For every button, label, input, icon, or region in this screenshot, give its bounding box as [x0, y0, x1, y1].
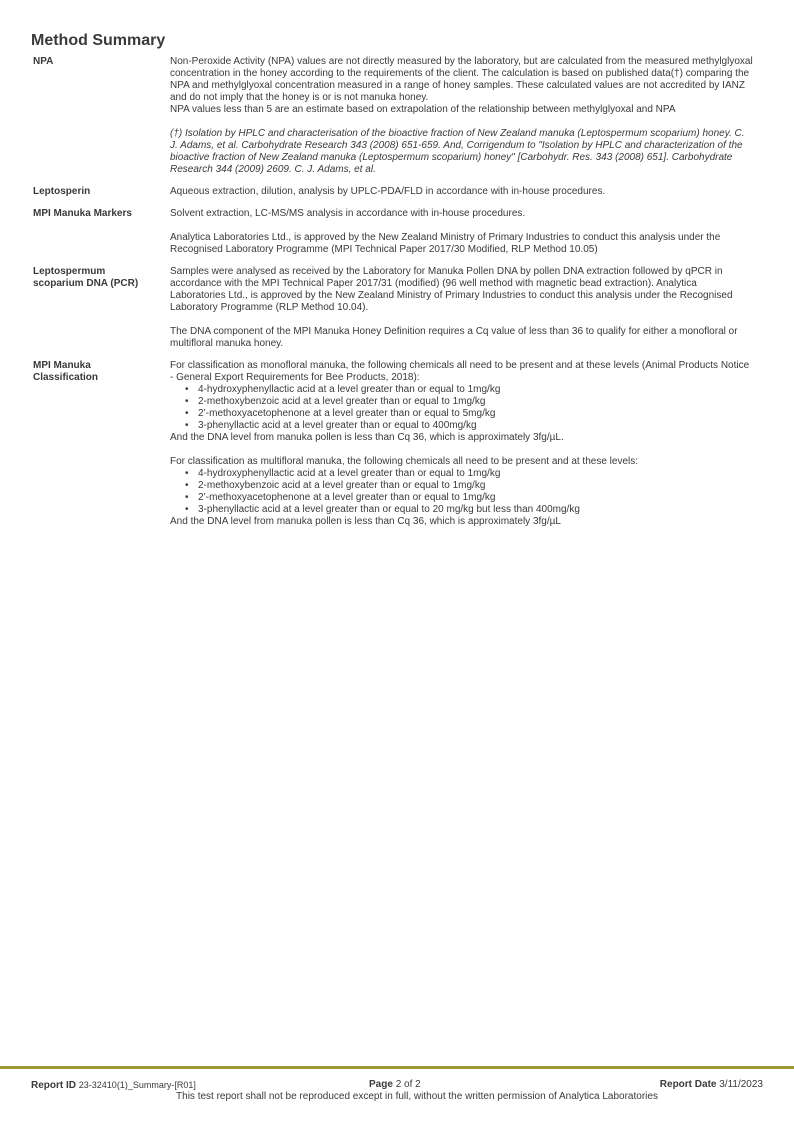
pcr-paragraph-2: The DNA component of the MPI Manuka Honey Definition requires a Cq value of less than 36 to qualify for either a monofloral or multifloral manuka honey.: [170, 326, 738, 349]
report-date-label: Report Date: [659, 1079, 717, 1090]
section-body-pcr: [170, 266, 753, 350]
mono-intro: For classification as monofloral manuka, the following chemicals all need to be present and at these levels (Animal Products Notice - General Export Requirements for Bee Products, 2018):: [170, 360, 750, 383]
mono-dna: And the DNA level from manuka pollen is less than Cq 36, which is approximately 3fg/µL.: [170, 432, 564, 443]
section-label-pcr: [33, 266, 170, 350]
report-date-value: 3/11/2023: [719, 1079, 763, 1090]
multi-intro: For classification as multifloral manuka, the following chemicals all need to be present and at these levels:: [170, 456, 639, 467]
list-item: • 4-hydroxyphenyllactic acid at a level greater than or equal to 1mg/kg: [170, 384, 753, 396]
page-number: [369, 1079, 421, 1091]
report-id-value: 23-32410(1)_Summary-[R01]: [78, 1080, 196, 1090]
classification-label-line-2: Classification: [33, 372, 99, 383]
list-item: • 2’-methoxyacetophenone at a level greater than or equal to 5mg/kg: [170, 408, 753, 420]
classification-label-line-1: MPI Manuka: [33, 360, 91, 371]
leptosperin-paragraph: Aqueous extraction, dilution, analysis by UPLC-PDA/FLD in accordance with in-house procedures.: [170, 186, 606, 197]
section-pcr: [33, 266, 753, 350]
section-body-leptosperin: [170, 186, 753, 198]
footer: [31, 1079, 763, 1103]
multi-dna: And the DNA level from manuka pollen is less than Cq 36, which is approximately 3fg/µL: [170, 516, 561, 527]
list-item: • 2’-methoxyacetophenone at a level greater than or equal to 1mg/kg: [170, 492, 753, 504]
section-classification: [33, 360, 753, 528]
section-label-npa: NPA: [33, 56, 54, 67]
pcr-label-line-1: Leptospermum: [33, 266, 106, 277]
section-leptosperin: [33, 186, 753, 198]
page-label: Page: [369, 1079, 393, 1090]
pcr-paragraph-1: Samples were analysed as received by the Laboratory for Manuka Pollen DNA by pollen DNA extraction followed by qPCR in accordance with the MPI Technical Paper 2017/31 (modified) (96 well method with magnetic bead extraction). Analytica Laboratories Ltd., is approved by the New Zealand Ministry of Primary Industries to conduct this analysis under the Recognised Laboratory Programme (RLP Method 10.04).: [170, 266, 733, 313]
list-item: • 2-methoxybenzoic acid at a level greater than or equal to 1mg/kg: [170, 480, 753, 492]
section-npa: [33, 56, 753, 176]
pcr-label-line-2: scoparium DNA (PCR): [33, 278, 139, 289]
section-label-leptosperin: Leptosperin: [33, 186, 91, 197]
report-id-label: Report ID: [31, 1080, 76, 1091]
npa-paragraph-2: NPA values less than 5 are an estimate based on extrapolation of the relationship between methylglyoxal and NPA: [170, 104, 676, 115]
npa-reference: (†) Isolation by HPLC and characterisation of the bioactive fraction of New Zealand manuka (Leptospermum scoparium) honey. C. J. Adams, et al. Carbohydrate Research 343 (2008) 651-659. And, Corrigendum to "Isolation by HPLC and characterization of the bioactive fraction of New Zealand manuka (Leptospermum scoparium) honey" [Carbohydr. Res. 343 (2008) 651]. Carbohydrate Research 344 (2009) 2609. C. J. Adams, et al.: [170, 128, 745, 175]
section-label-markers: MPI Manuka Markers: [33, 208, 132, 219]
page-title: Method Summary: [31, 32, 166, 49]
section-markers: [33, 208, 753, 256]
section-body-classification: [170, 360, 753, 528]
mono-criteria-list: [170, 384, 753, 432]
list-item: • 3-phenyllactic acid at a level greater than or equal to 20 mg/kg but less than 400mg/kg: [170, 504, 753, 516]
page-value: 2 of 2: [395, 1079, 421, 1090]
markers-paragraph-2: Analytica Laboratories Ltd., is approved by the New Zealand Ministry of Primary Industries to conduct this analysis under the Recognised Laboratory Programme (MPI Technical Paper 2017/30 Modified, RLP Method 10.05): [170, 232, 721, 255]
footer-divider: [0, 1066, 794, 1069]
method-sections: [33, 56, 753, 528]
report-id: [31, 1079, 196, 1092]
list-item: • 4-hydroxyphenyllactic acid at a level greater than or equal to 1mg/kg: [170, 468, 753, 480]
footer-note: This test report shall not be reproduced except in full, without the written permission of Analytica Laboratories: [176, 1091, 658, 1102]
report-date: [660, 1079, 763, 1091]
section-body-npa: [170, 56, 753, 176]
markers-paragraph-1: Solvent extraction, LC-MS/MS analysis in accordance with in-house procedures.: [170, 208, 526, 219]
multi-criteria-list: [170, 468, 753, 516]
footer-meta-row: [31, 1079, 763, 1091]
list-item: • 2-methoxybenzoic acid at a level greater than or equal to 1mg/kg: [170, 396, 753, 408]
npa-paragraph-1: Non-Peroxide Activity (NPA) values are not directly measured by the laboratory, but are calculated from the measured methylglyoxal concentration in the honey according to the requirements of the client. The calculation is based on published data(†) comparing the NPA and methylglyoxal concentration measured in a range of honey samples. These calculated values are not accredited by IANZ and do not imply that the honey is or is not manuka honey.: [170, 56, 753, 103]
list-item: • 3-phenyllactic acid at a level greater than or equal to 400mg/kg: [170, 420, 753, 432]
section-body-markers: [170, 208, 753, 256]
section-label-classification: [33, 360, 170, 528]
